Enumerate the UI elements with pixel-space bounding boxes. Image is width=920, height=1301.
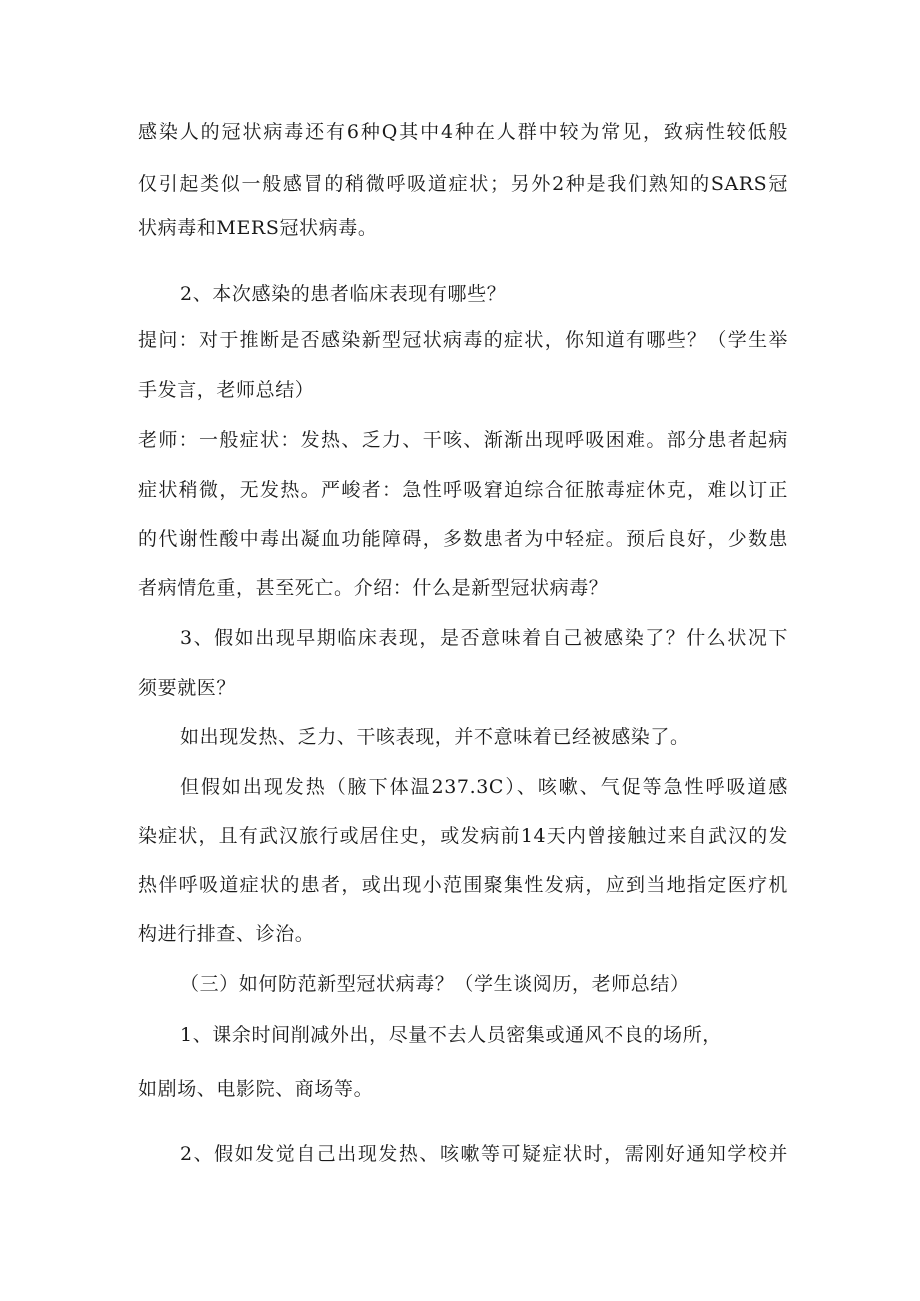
paragraph-4-line-1: 老师：一般症状：发热、乏力、干咳、渐渐出现呼吸困难。部分患者起病 <box>138 429 788 451</box>
paragraph-1-line-1: 感染人的冠状病毒还有6种Q其中4种在人群中较为常见，致病性较低般 <box>138 121 788 143</box>
paragraph-9-line-1: 1、课余时间削减外出，尽量不去人员密集或通风不良的场所， <box>180 1024 722 1046</box>
paragraph-7-line-2: 染症状，且有武汉旅行或居住史，或发病前14天内曾接触过来自武汉的发 <box>138 825 788 847</box>
paragraph-3-line-1: 提问：对于推断是否感染新型冠状病毒的症状，你知道有哪些？（学生举 <box>138 329 788 351</box>
paragraph-9-line-2: 如剧场、电影院、商场等。 <box>138 1078 374 1100</box>
paragraph-7-line-4: 构进行排查、诊治。 <box>138 923 315 945</box>
section-heading-3-line-2: 须要就医？ <box>138 677 237 699</box>
section-heading-3-line-1: 3、假如出现早期临床表现，是否意味着自己被感染了？什么状况下 <box>180 627 788 649</box>
paragraph-4-line-2: 症状稍微，无发热。严峻者：急性呼吸窘迫综合征脓毒症休克，难以订正 <box>138 479 788 501</box>
section-heading-2: 2、本次感染的患者临床表现有哪些？ <box>180 283 507 305</box>
paragraph-10-line-1: 2、假如发觉自己出现发热、咳嗽等可疑症状时，需刚好通知学校并 <box>180 1143 788 1165</box>
paragraph-7-line-1: 但假如出现发热（腋下体温237.3C）、咳嗽、气促等急性呼吸道感 <box>180 776 788 798</box>
paragraph-4-line-3: 的代谢性酸中毒出凝血功能障碍，多数患者为中轻症。预后良好，少数患 <box>138 528 788 550</box>
paragraph-1-line-2: 仅引起类似一般感冒的稍微呼吸道症状；另外2种是我们熟知的SARS冠 <box>138 173 788 195</box>
paragraph-1-line-3: 状病毒和MERS冠状病毒。 <box>138 217 378 239</box>
paragraph-6-line-1: 如出现发热、乏力、干咳表现，并不意味着已经被感染了。 <box>180 726 690 748</box>
paragraph-7-line-3: 热伴呼吸道症状的患者，或出现小范围聚集性发病，应到当地指定医疗机 <box>138 874 788 896</box>
paragraph-3-line-2: 手发言，老师总结） <box>138 379 315 401</box>
paragraph-4-line-4: 者病情危重，甚至死亡。介绍：什么是新型冠状病毒？ <box>138 577 609 599</box>
section-heading-three: （三）如何防范新型冠状病毒？（学生谈阅历，老师总结） <box>180 973 690 995</box>
